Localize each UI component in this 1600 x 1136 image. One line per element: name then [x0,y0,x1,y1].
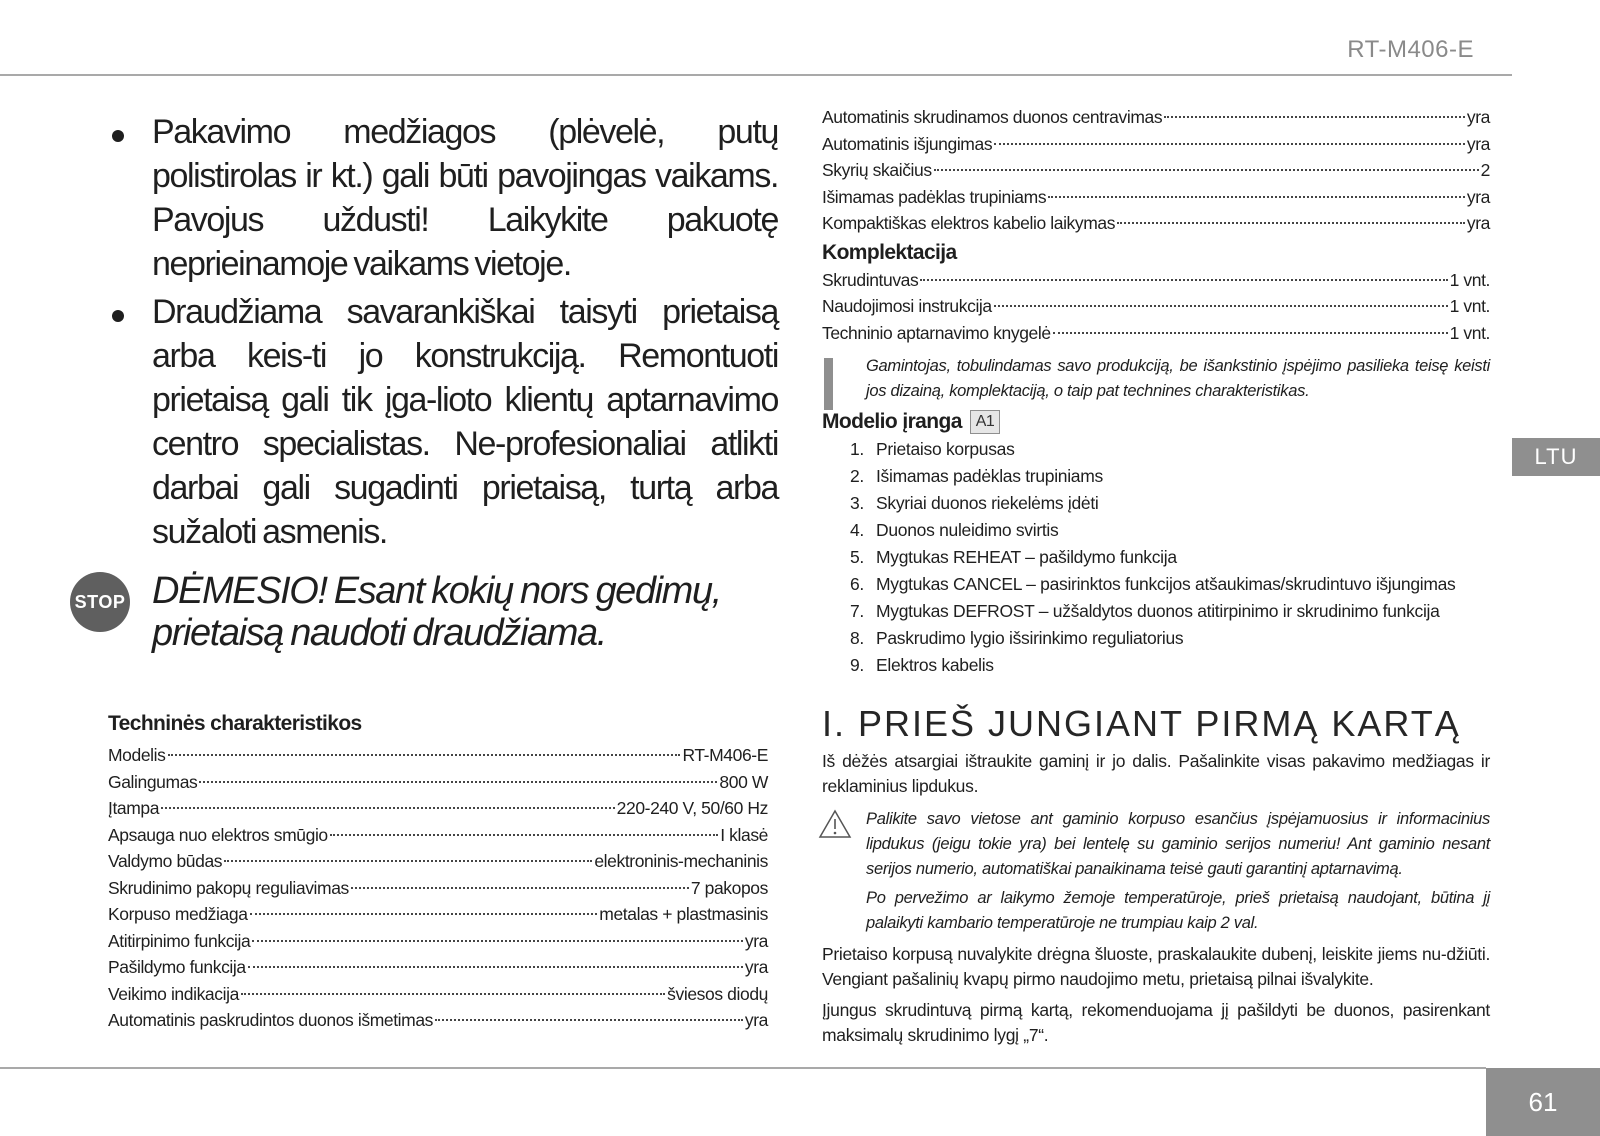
parts-list [822,436,1490,679]
note-bar-icon [824,358,833,410]
spec-row [822,104,1490,131]
dot-leader [1053,332,1448,334]
chapter-title: I. PRIEŠ JUNGIANT PIRMĄ KARTĄ [822,703,1461,744]
spec-row [822,320,1490,347]
part-number: 4. [850,520,864,540]
spec-label: Naudojimosi instrukcija [822,296,992,316]
spec-value: RT-M406-E [682,745,768,765]
part-item [822,544,1490,571]
dot-leader [351,887,689,889]
spec-value: I klasė [720,824,768,845]
spec-row [108,875,768,902]
dot-leader [994,305,1448,307]
manufacturer-note-text: Gamintojas, tobulindamas savo produkciją, be išankstinio įspėjimo pasilieka teisę keisti jos dizainą, komplektaciją, o taip pat technines charakteristikas. [866,357,1490,400]
spec-label: Apsauga nuo elektros smūgio [108,824,328,845]
part-text: Skyriai duonos riekelėms įdėti [876,493,1099,513]
left-column [74,110,778,654]
kit-title: Komplektacija [822,240,957,264]
spec-label: Veikimo indikacija [108,983,239,1004]
spec-label: Skrudintuvas [822,269,919,290]
part-text: Paskrudimo lygio išsirinkimo reguliatorius [876,628,1184,648]
spec-label: Automatinis paskrudintos duonos išmetimas [108,1010,434,1030]
technical-specs [108,712,768,1034]
dot-leader [1164,116,1465,118]
spec-label: Kompaktiškas elektros kabelio laikymas [822,213,1116,233]
spec-row [822,184,1490,211]
figure-badge: A1 [970,410,1000,434]
right-column [822,104,1490,1054]
specs-list-continued [822,104,1490,237]
safety-bullet [108,290,778,554]
spec-label: Skrudinimo pakopų reguliavimas [108,877,349,898]
part-number: 5. [850,547,864,567]
spec-label: Išimamas padėklas trupiniams [822,186,1047,207]
spec-row [822,210,1490,237]
model-equipment-heading [822,410,1490,434]
spec-row [108,928,768,955]
dot-leader [248,966,743,968]
spec-label: Korpuso medžiaga [108,904,248,924]
spec-row [108,822,768,849]
dot-leader [241,993,665,995]
caution-triangle-icon [818,809,852,839]
spec-row [108,981,768,1008]
cleaning-paragraph: Prietaiso korpusą nuvalykite drėgna šluoste, praskalaukite dubenį, leiskite jiems nu-džiūti. Vengiant pašalinių kvapų pirmo naudojimo metu, prietaisą pilnai išvalykite. [822,944,1490,989]
spec-row [108,848,768,875]
spec-value: šviesos diodų [667,983,768,1004]
part-text: Duonos nuleidimo svirtis [876,520,1059,540]
spec-value: yra [744,930,768,951]
part-number: 9. [850,655,864,675]
dot-leader [1048,196,1465,198]
spec-row [108,901,768,928]
spec-label: Valdymo būdas [108,851,223,871]
caution-text-2: Po pervežimo ar laikymo žemoje temperatūroje, prieš prietaisą naudojant, būtina jį palaikyti kambario temperatūroje ne trumpiau kaip 2 val. [866,889,1490,932]
part-number: 3. [850,493,864,513]
language-tab: LTU [1512,438,1600,476]
spec-label: Automatinis išjungimas [822,133,993,154]
part-text: Mygtukas DEFROST – užšaldytos duonos atitirpinimo ir skrudinimo funkcija [876,601,1440,621]
page-number: 61 [1486,1068,1600,1136]
dot-leader [168,754,681,756]
part-text: Mygtukas REHEAT – pašildymo funkcija [876,547,1177,567]
dot-leader [199,781,717,783]
part-item [822,436,1490,463]
safety-bullets [108,110,778,554]
dot-leader [250,913,598,915]
spec-value: yra [1466,186,1490,207]
part-text: Elektros kabelis [876,655,994,675]
spec-label: Įtampa [108,798,160,818]
specs-title: Techninės charakteristikos [108,712,362,735]
model-equipment-title: Modelio įranga [822,410,962,433]
bullet-dot-icon [112,310,124,322]
part-text: Išimamas padėklas trupiniams [876,466,1103,486]
spec-value: 2 [1480,160,1490,180]
stop-icon: STOP [70,572,130,632]
stop-warning [74,570,778,654]
spec-value: 7 pakopos [690,877,768,898]
spec-row [822,131,1490,158]
part-number: 6. [850,574,864,594]
safety-bullet-text: Draudžiama savarankiškai taisyti prietaisą arba keis-ti jo konstrukciją. Remontuoti prietaisą gali tik įga-lioto klientų aptarnavimo centro specialistas. Ne-profesionaliai atlikti darbai gali sugadinti prietaisą, turtą arba sužaloti asmenis. [152,293,778,551]
spec-row [108,769,768,796]
spec-value: 1 vnt. [1449,269,1490,290]
dot-leader [330,834,718,836]
warning-text: DĖMESIO! Esant kokių nors gedimų, prietaisą naudoti draudžiama. [152,570,721,654]
caution-note [822,807,1490,936]
part-number: 1. [850,439,864,459]
spec-value: 800 W [719,771,768,792]
dot-leader [1117,222,1465,224]
spec-row [822,293,1490,320]
spec-label: Atitirpinimo funkcija [108,930,251,951]
part-item [822,463,1490,490]
dot-leader [435,1019,743,1021]
spec-label: Techninio aptarnavimo knygelė [822,322,1051,343]
kit-list [822,267,1490,347]
part-item [822,625,1490,652]
first-use-paragraph: Įjungus skrudintuvą pirmą kartą, rekomenduojama jį pašildyti be duonos, pasirenkant maksimalų skrudinimo lygį „7“. [822,1000,1490,1045]
spec-row [108,1007,768,1034]
top-divider [0,74,1512,76]
part-item [822,490,1490,517]
spec-value: 1 vnt. [1449,296,1490,316]
part-number: 8. [850,628,864,648]
spec-label: Galingumas [108,771,198,792]
spec-value: metalas + plastmasinis [599,904,768,924]
unpack-paragraph: Iš dėžės atsargiai ištraukite gaminį ir jo dalis. Pašalinkite visas pakavimo medžiagas ir reklaminius lipdukus. [822,751,1490,796]
spec-value: 220-240 V, 50/60 Hz [616,798,768,818]
part-item [822,652,1490,679]
part-text: Prietaiso korpusas [876,439,1015,459]
manufacturer-note [822,354,1490,404]
dot-leader [934,169,1479,171]
dot-leader [920,279,1447,281]
part-item [822,517,1490,544]
safety-bullet-text: Pakavimo medžiagos (plėvelė, putų polistirolas ir kt.) gali būti pavojingas vaikams. Pavojus uždusti! Laikykite pakuotę neprieinamoje vaikams vietoje. [152,113,778,283]
part-number: 7. [850,601,864,621]
bottom-divider [0,1067,1486,1069]
spec-label: Automatinis skrudinamos duonos centravimas [822,107,1163,127]
spec-value: yra [1466,213,1490,233]
specs-list [108,742,768,1034]
model-code: RT-M406-E [1347,36,1474,63]
dot-leader [224,860,592,862]
spec-value: yra [1466,133,1490,154]
spec-value: yra [744,957,768,977]
dot-leader [161,807,615,809]
spec-row [822,267,1490,294]
part-item [822,598,1490,625]
spec-value: yra [1466,107,1490,127]
spec-label: Pašildymo funkcija [108,957,246,977]
part-item [822,571,1490,598]
spec-label: Skyrių skaičius [822,160,932,180]
bullet-dot-icon [112,130,124,142]
spec-row [822,157,1490,184]
spec-row [108,954,768,981]
dot-leader [994,143,1465,145]
dot-leader [252,940,743,942]
spec-row [108,795,768,822]
safety-bullet [108,110,778,286]
spec-value: elektroninis-mechaninis [594,851,768,871]
caution-text-1: Palikite savo vietose ant gaminio korpuso esančius įspėjamuosius ir informacinius lipdukus (jeigu tokie yra) bei lentelę su gaminio serijos numeriu! Ant gaminio nesant serijos numerio, automatiškai panaikinama teisė gauti garantinį aptarnavimą. [866,810,1490,878]
part-text: Mygtukas CANCEL – pasirinktos funkcijos atšaukimas/skrudintuvo išjungimas [876,574,1456,594]
spec-row [108,742,768,769]
part-number: 2. [850,466,864,486]
spec-value: 1 vnt. [1449,322,1490,343]
spec-value: yra [744,1010,768,1030]
spec-label: Modelis [108,745,166,765]
